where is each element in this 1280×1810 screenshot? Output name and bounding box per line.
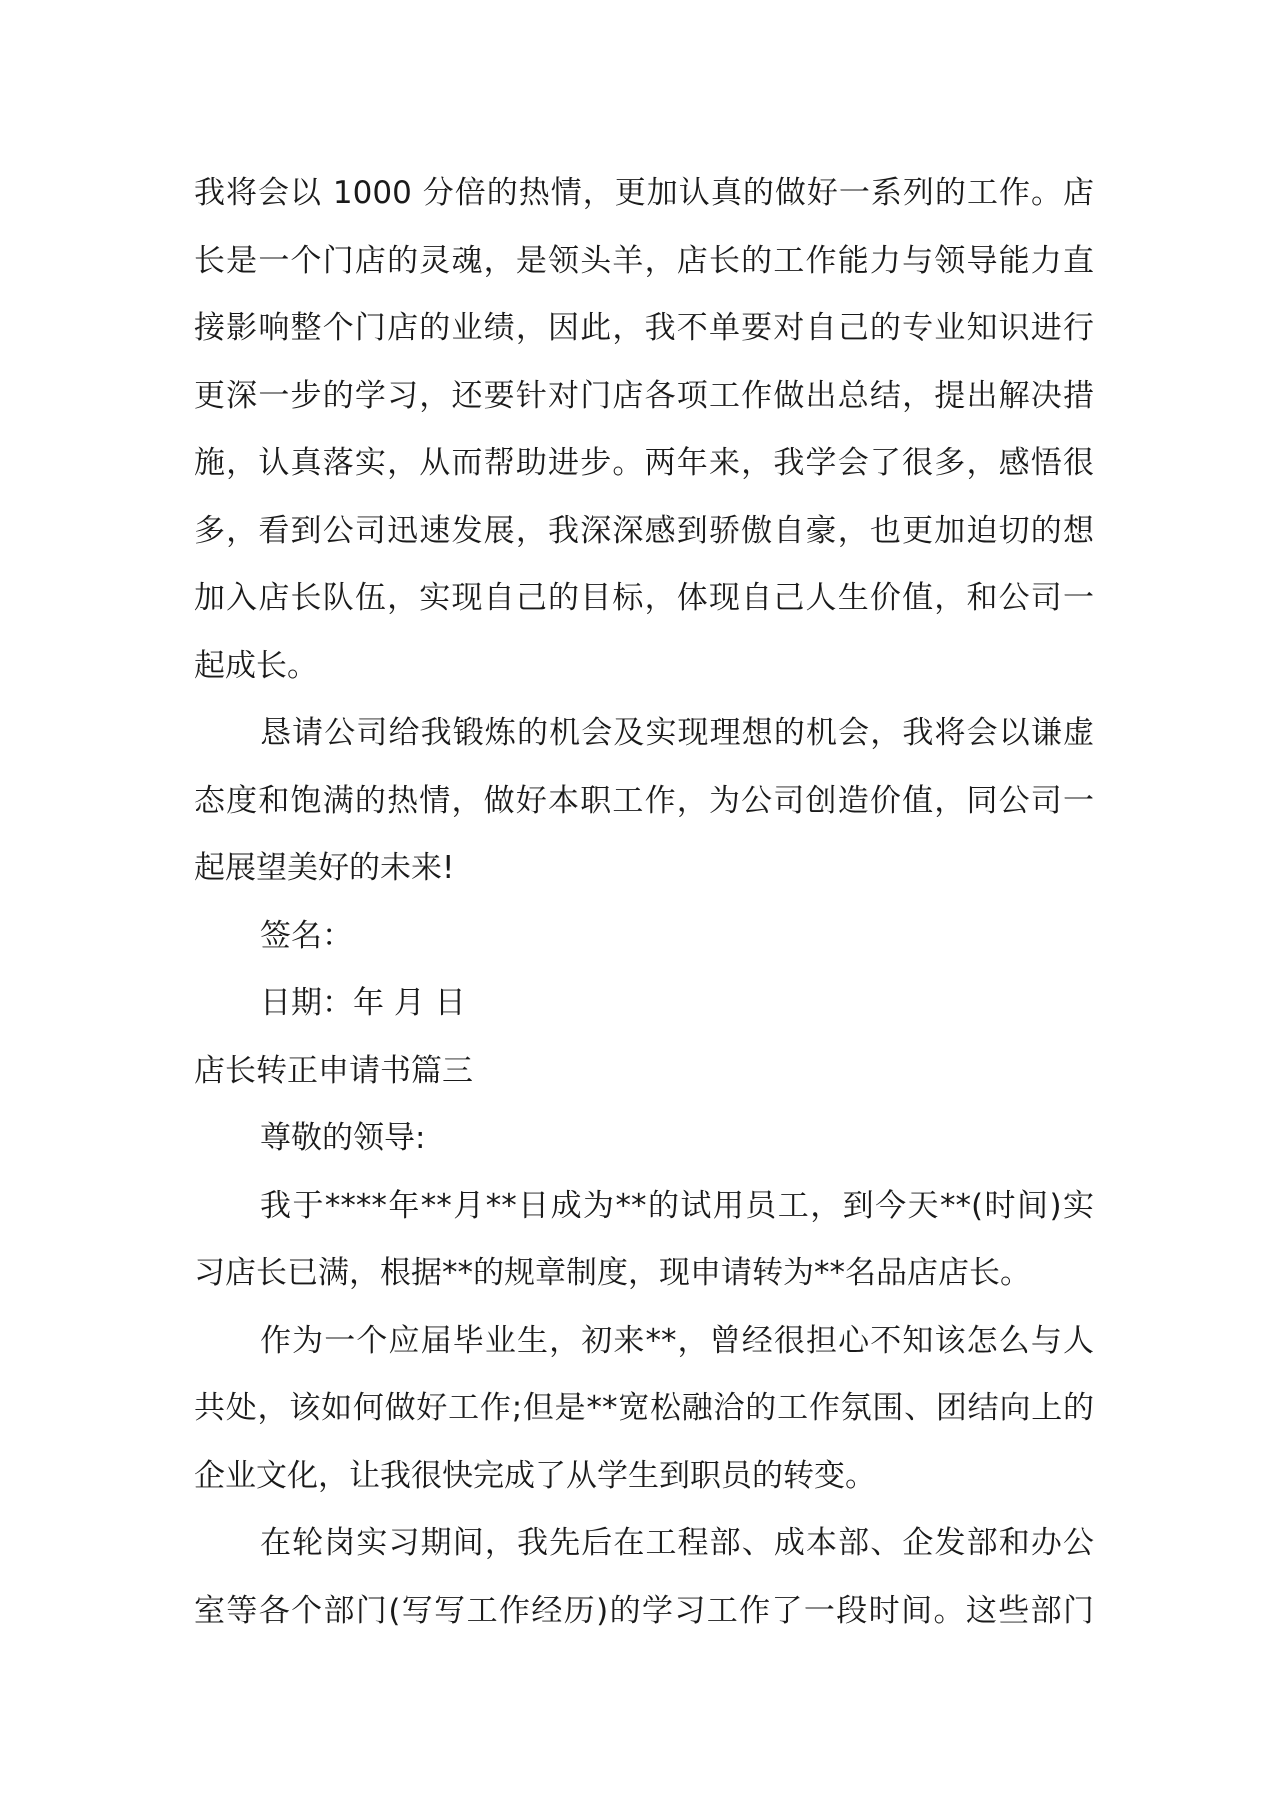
text-line: 共处，该如何做好工作;但是**宽松融洽的工作氛围、团结向上的 <box>194 1390 1094 1426</box>
text-line: 加入店长队伍，实现自己的目标，体现自己人生价值，和公司一 <box>194 580 1094 616</box>
section-title: 店长转正申请书篇三 <box>194 1052 473 1089</box>
date-line <box>194 970 1094 1038</box>
signature-label: 签名： <box>260 917 353 954</box>
text-line: 长是一个门店的灵魂，是领头羊，店长的工作能力与领导能力直 <box>194 242 1094 279</box>
text-line: 我于****年**月**日成为**的试用员工，到今天**(时间)实 <box>260 1187 1094 1224</box>
text-line: 起成长。 <box>194 647 318 684</box>
paragraph-intro <box>194 1173 1094 1308</box>
text-line: 企业文化，让我很快完成了从学生到职员的转变。 <box>194 1457 876 1494</box>
text-line: 在轮岗实习期间，我先后在工程部、成本部、企发部和办公 <box>260 1525 1094 1561</box>
document-body <box>194 160 1094 1645</box>
signature-line <box>194 903 1094 971</box>
text-line: 习店长已满，根据**的规章制度，现申请转为**名品店店长。 <box>194 1255 1031 1291</box>
text-line: 接影响整个门店的业绩，因此，我不单要对自己的专业知识进行 <box>194 310 1094 346</box>
text-line: 作为一个应届毕业生，初来**，曾经很担心不知该怎么与人 <box>260 1322 1094 1359</box>
paragraph-commitment <box>194 160 1094 700</box>
paragraph-rotation <box>194 1510 1094 1645</box>
paragraph-request <box>194 700 1094 903</box>
text-line: 恳请公司给我锻炼的机会及实现理想的机会，我将会以谦虚 <box>260 715 1094 751</box>
text-line: 室等各个部门(写写工作经历)的学习工作了一段时间。这些部门 <box>194 1592 1094 1629</box>
text-line: 我将会以 1000 分倍的热情，更加认真的做好一系列的工作。店 <box>194 175 1094 211</box>
date-label: 日期：年 月 日 <box>260 985 466 1021</box>
salutation-text: 尊敬的领导: <box>260 1120 426 1156</box>
salutation <box>194 1105 1094 1173</box>
text-line: 更深一步的学习，还要针对门店各项工作做出总结，提出解决措 <box>194 377 1094 414</box>
paragraph-graduate <box>194 1308 1094 1511</box>
text-line: 施，认真落实，从而帮助进步。两年来，我学会了很多，感悟很 <box>194 445 1094 481</box>
text-line: 起展望美好的未来! <box>194 850 455 886</box>
text-line: 态度和饱满的热情，做好本职工作，为公司创造价值，同公司一 <box>194 782 1094 819</box>
section-heading <box>194 1038 1094 1106</box>
text-line: 多，看到公司迅速发展，我深深感到骄傲自豪，也更加迫切的想 <box>194 512 1094 549</box>
